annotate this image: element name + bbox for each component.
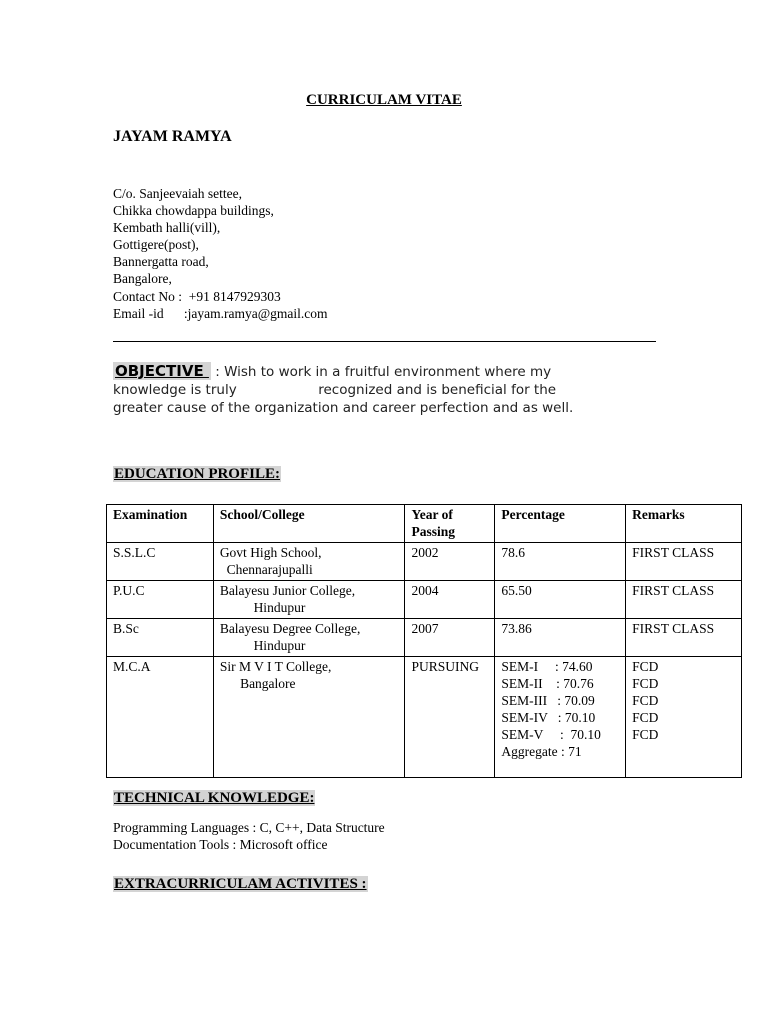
cell-remarks: FIRST CLASS [626, 543, 742, 581]
education-table [106, 504, 742, 778]
address-line: Chikka chowdappa buildings, [113, 203, 274, 219]
cell-percentage: 65.50 [495, 581, 626, 619]
cell-school: Balayesu Junior College, Hindupur [213, 581, 405, 619]
table-row [107, 543, 742, 581]
candidate-name: JAYAM RAMYA [113, 128, 232, 145]
address-line: Bangalore, [113, 271, 172, 287]
extracurricular-heading: EXTRACURRICULAM ACTIVITES : [114, 876, 367, 892]
objective-section [113, 362, 673, 417]
header-cell-remarks: Remarks [626, 505, 742, 543]
address-line: C/o. Sanjeevaiah settee, [113, 186, 242, 201]
cell-exam: P.U.C [107, 581, 214, 619]
technical-line: Documentation Tools : Microsoft office [113, 837, 328, 852]
cell-exam: S.S.L.C [107, 543, 214, 581]
cell-exam: B.Sc [107, 619, 214, 657]
horizontal-divider [113, 341, 656, 342]
document-title: CURRICULAM VITAE [306, 92, 462, 108]
cell-year: PURSUING [405, 657, 495, 778]
objective-line: Wish to work in a fruitful environment where my [224, 364, 552, 380]
cell-remarks: FIRST CLASS [626, 581, 742, 619]
header-cell-year: Year of Passing [405, 505, 495, 543]
table-header-row [107, 505, 742, 543]
objective-line: knowledge is truly recognized and is beneficial for the [113, 382, 557, 398]
technical-line: Programming Languages : C, C++, Data Structure [113, 820, 385, 835]
objective-separator: : [210, 364, 225, 380]
table-row [107, 619, 742, 657]
cell-year: 2004 [405, 581, 495, 619]
address-line: Bannergatta road, [113, 254, 209, 270]
cell-percentage: 78.6 [495, 543, 626, 581]
table-row [107, 581, 742, 619]
cell-remarks: FCD FCD FCD FCD FCD [626, 657, 742, 778]
objective-label: OBJECTIVE [115, 362, 209, 380]
cell-remarks: FIRST CLASS [626, 619, 742, 657]
cell-year: 2007 [405, 619, 495, 657]
cell-exam: M.C.A [107, 657, 214, 778]
cell-school: Govt High School, Chennarajupalli [213, 543, 405, 581]
header-cell-examination: Examination [107, 505, 214, 543]
cell-year: 2002 [405, 543, 495, 581]
address-line: Email -id :jayam.ramya@gmail.com [113, 305, 328, 321]
header-cell-percentage: Percentage [495, 505, 626, 543]
header-cell-school: School/College [213, 505, 405, 543]
technical-heading: TECHNICAL KNOWLEDGE: [114, 790, 315, 806]
address-line: Gottigere(post), [113, 237, 199, 253]
address-line: Kembath halli(vill), [113, 220, 221, 236]
technical-section [113, 819, 385, 853]
education-heading: EDUCATION PROFILE: [114, 466, 280, 482]
cell-percentage: SEM-I : 74.60 SEM-II : 70.76 SEM-III : 70.09 SEM-IV : 70.10 SEM-V : 70.10 Aggregate : 71 [495, 657, 626, 778]
cell-school: Sir M V I T College, Bangalore [213, 657, 405, 778]
table-row [107, 657, 742, 778]
cell-percentage: 73.86 [495, 619, 626, 657]
address-block [113, 185, 328, 322]
objective-line: greater cause of the organization and career perfection and as well. [113, 400, 574, 416]
address-line: Contact No : +91 8147929303 [113, 288, 281, 304]
cell-school: Balayesu Degree College, Hindupur [213, 619, 405, 657]
